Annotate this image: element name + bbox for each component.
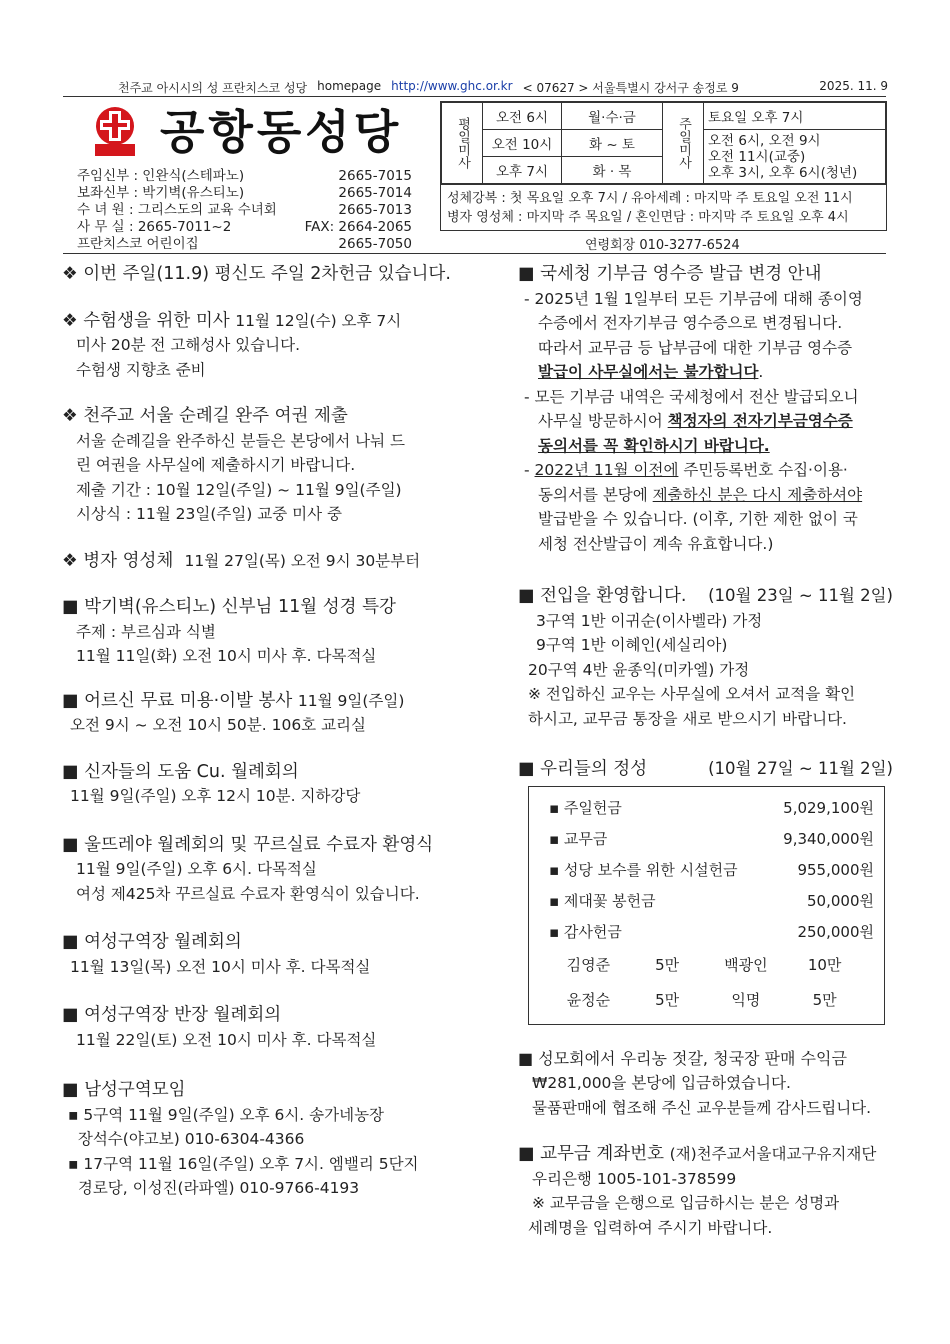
notice: ❖ 수험생을 위한 미사 11월 12일(수) 오후 7시 미사 20분 전 고해성사 있습니다. 수험생 지향초 준비 (62, 310, 402, 379)
notice: ■ 신자들의 도움 Cu. 월례회의 11월 9일(주일) 오후 12시 10분. 지하강당 (62, 761, 361, 805)
issue-date: 2025. 11. 9 (819, 79, 888, 93)
staff-row: 수 녀 원 : 그리스도의 교육 수녀회 2665-7013 (77, 202, 412, 218)
notice: ■ 어르신 무료 미용·이발 봉사 11월 9일(주일) 오전 9시 ~ 오전 10시 50분. 106호 교리실 (62, 690, 405, 734)
weekday-time: 오전 10시 (483, 130, 562, 157)
account-notice: ■ 교무금 계좌번호 (재)천주교서울대교구유지재단 우리은행 1005-101-378599 ※ 교무금을 은행으로 입금하시는 분은 성명과 세례명을 입력하여 주시기 바랍니다. (518, 1144, 877, 1237)
weekday-time: 오후 7시 (483, 157, 562, 184)
tax-notice: ■ 국세청 기부금 영수증 발급 변경 안내 - 2025년 1월 1일부터 모든 기부금에 대해 종이영 수증에서 전자기부금 영수증으로 변경됩니다. 따라서 교무금 등 납부금에 대한 기부금 영수증 발급이 사무실에서는 불가합니다. - 모든 기부금 내역은 국세청에서 전산 발급되오니 사무실 방문하시어 책정자의 전자기부금영수증 동의서를 꼭 확인하시기 바랍니다. - 2022년 11월 이전에 주민등록번호 수집·이용· 동의서를 본당에 제출하신 분은 다시 제출하셔야 발급받을 수 있습니다. (이후, 기한 제한 없이 국 세청 전산발급이 계속 유효합니다.) (518, 264, 863, 553)
notice: ❖ 병자 영성체 11월 27일(목) 오전 9시 30분부터 (62, 550, 421, 571)
donor-grid: 김영준 5만 백광인 10만 윤정순 5만 익명 5만 (566, 955, 842, 1009)
staff-list (77, 168, 412, 253)
right-column (518, 262, 893, 1240)
notice: ■ 여성구역장 반장 월례회의 11월 22일(토) 오전 10시 미사 후. 다목적실 (62, 1005, 377, 1049)
parish-logo-icon (92, 106, 138, 158)
sales-notice: ■ 성모회에서 우리농 젓갈, 청국장 판매 수익금 ₩281,000을 본당에 입금하였습니다. 물품판매에 협조해 주신 교우분들께 감사드립니다. (518, 1048, 872, 1117)
sunday-mass-label: 주일미사 (663, 103, 704, 184)
offering-row: ▪ 제대꽃 봉헌금 50,000원 (549, 891, 874, 910)
header-line (118, 79, 888, 96)
offering-section: ■ 우리들의 정성 (10월 27일 ~ 11월 2일) ▪ 주일헌금 5,029,100원 ▪ 교무금 9,340,000원 ▪ 성당 보수를 위한 시설헌금 955,000원 ▪ 제대꽃 봉헌금 50,000원 ▪ 감사헌금 250,000원 김영준 5만 백광인 10만 윤정순 5만 익명 5만 (518, 757, 893, 1025)
notice: ❖ 이번 주일(11.9) 평신도 주일 2차헌금 있습니다. (62, 264, 451, 284)
notice: ■ 울뜨레야 월례회의 및 꾸르실료 수료자 환영식 11월 9일(주일) 오후 6시. 다목적실 여성 제425차 꾸르실료 수료자 환영식이 있습니다. (62, 834, 434, 903)
weekday-days: 화 · 목 (562, 157, 663, 184)
offering-row: ▪ 주일헌금 5,029,100원 (549, 798, 874, 817)
staff-row: 사 무 실 : 2665-7011~2 FAX: 2664-2065 (77, 219, 412, 235)
weekday-mass-label: 평일미사 (442, 103, 483, 184)
other-sacraments: 성체강복 : 첫 목요일 오후 7시 / 유아세례 : 마지막 주 토요일 오전 11시 병자 영성체 : 마지막 주 목요일 / 혼인면담 : 마지막 주 토요일 오후 4시 (441, 184, 886, 230)
staff-row: 주임신부 : 인완식(스테파노) 2665-7015 (77, 168, 412, 184)
notice: ❖ 천주교 서울 순례길 완주 여권 제출 서울 순례길을 완주하신 분들은 본당에서 나눠 드 린 여권을 사무실에 제출하시기 바랍니다. 제출 기간 : 10월 12일(주일) ~ 11월 9일(주일) 시상식 : 11월 23일(주일) 교중 미사 중 (62, 406, 406, 523)
org-name: 천주교 아시시의 성 프란치스코 성당 (118, 81, 308, 95)
weekday-days: 화 ~ 토 (562, 130, 663, 157)
notice: ■ 남성구역모임 ▪ 5구역 11월 9일(주일) 오후 6시. 송가네농장 장석수(야고보) 010-6304-4366 ▪ 17구역 11월 16일(주일) 오후 7시. 엠밸리 5단지 경로당, 이성진(라파엘) 010-9766-4193 (62, 1080, 419, 1197)
address: < 07627 > 서울특별시 강서구 송정로 9 (522, 81, 739, 95)
offering-row: ▪ 성당 보수를 위한 시설헌금 955,000원 (549, 860, 874, 879)
left-column (62, 262, 482, 1201)
parish-title: 공항동성당 (160, 105, 403, 159)
divider (63, 253, 886, 254)
staff-row: 프란치스코 어린이집 2665-7050 (77, 236, 412, 252)
offering-table (528, 786, 885, 1025)
weekday-days: 월·수·금 (562, 103, 663, 130)
notice: ■ 여성구역장 월례회의 11월 13일(목) 오전 10시 미사 후. 다목적실 (62, 932, 371, 976)
welcome-notice: ■ 전입을 환영합니다. (10월 23일 ~ 11월 2일) 3구역 1반 이귀순(이사벨라) 가정 9구역 1반 이혜인(세실리아) 20구역 4반 윤종익(미카엘) 가정 ※ 전입하신 교우는 사무실에 오셔서 교적을 확인 하시고, 교무금 통장을 새로 받으시기 바랍니다. (518, 586, 893, 728)
sunday-time: 토요일 오후 7시 (704, 103, 886, 130)
mass-schedule (440, 101, 887, 231)
funeral-contact: 연령회장 010-3277-6524 (585, 238, 740, 253)
staff-row: 보좌신부 : 박기벽(유스티노) 2665-7014 (77, 185, 412, 201)
offering-row: ▪ 감사헌금 250,000원 (549, 922, 874, 941)
offering-row: ▪ 교무금 9,340,000원 (549, 829, 874, 848)
homepage-link[interactable]: http://www.ghc.or.kr (391, 79, 513, 93)
homepage-label: homepage (317, 79, 382, 93)
sunday-times: 오전 6시, 오전 9시 오전 11시(교중) 오후 3시, 오후 6시(청년) (704, 130, 886, 184)
weekday-time: 오전 6시 (483, 103, 562, 130)
notice: ■ 박기벽(유스티노) 신부님 11월 성경 특강 주제 : 부르심과 식별 11월 11일(화) 오전 10시 미사 후. 다목적실 (62, 597, 396, 665)
